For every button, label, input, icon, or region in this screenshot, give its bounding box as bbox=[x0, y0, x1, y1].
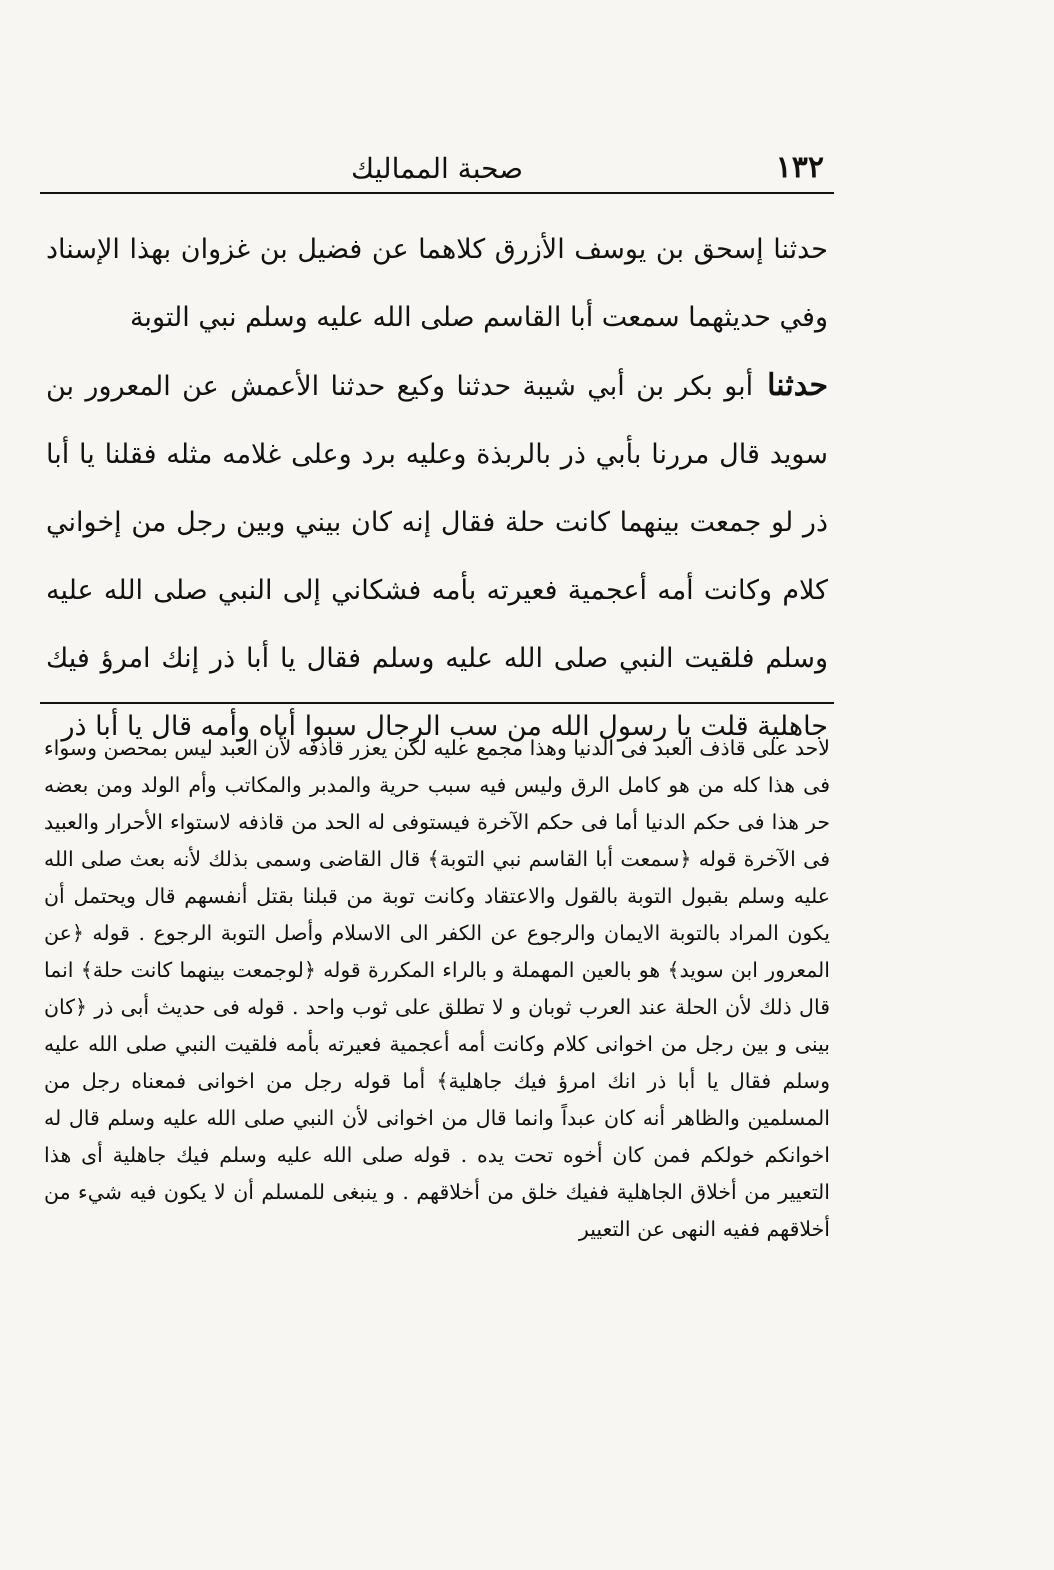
commentary-text bbox=[40, 730, 834, 1400]
book-page bbox=[40, 150, 834, 1400]
hadith-paragraph-2 bbox=[46, 352, 828, 761]
page-number: ١٣٢ bbox=[775, 150, 824, 185]
hadith-paragraph-1: حدثنا إسحق بن يوسف الأزرق كلاهما عن فضيل بن غزوان بهذا الإسناد وفي حديثهما سمعت أبا القاسم صلى الله عليه وسلم نبي التوبة bbox=[46, 234, 828, 333]
hadith-paragraph-2-text: أبو بكر بن أبي شيبة حدثنا وكيع حدثنا الأعمش عن المعرور بن سويد قال مررنا بأبي ذر بالربذة وعليه برد وعلى غلامه مثله فقلنا يا أبا ذر لو جمعت بينهما كانت حلة فقال إنه كان بيني وبين رجل من إخواني كلام وكانت أمه أعجمية فعيرته بأمه فشكاني إلى النبي صلى الله عليه وسلم فلقيت النبي صلى الله عليه وسلم فقال يا أبا ذر إنك امرؤ فيك جاهلية قلت يا رسول الله من سب الرجال سبوا أباه وأمه قال يا أبا ذر bbox=[46, 371, 828, 742]
commentary-paragraph: لاحد على قاذف العبد فى الدنيا وهذا مجمع عليه لكن يعزر قاذفه لأن العبد ليس بمحصن وسواء فى هذا كله من هو كامل الرق وليس فيه سبب حرية والمدبر والمكاتب وأم الولد ومن بعضه حر هذا فى حكم الدنيا أما فى حكم الآخرة فيستوفى له الحد من قاذفه لاستواء الأحرار والعبيد فى الآخرة قوله ﴿سمعت أبا القاسم نبي التوبة﴾ قال القاضى وسمى بذلك لأنه بعث صلى الله عليه وسلم بقبول التوبة بالقول والاعتقاد وكانت توبة من قبلنا بقتل أنفسهم قال ويحتمل أن يكون المراد بالتوبة الايمان والرجوع عن الكفر الى الاسلام وأصل التوبة الرجوع . قوله ﴿عن المعرور ابن سويد﴾ هو بالعين المهملة و بالراء المكررة قوله ﴿لوجمعت بينهما كانت حلة﴾ انما قال ذلك لأن الحلة عند العرب ثوبان و لا تطلق على ثوب واحد . قوله فى حديث أبى ذر ﴿كان بينى و بين رجل من اخوانى كلام وكانت أمه أعجمية فعيرته بأمه فلقيت النبي صلى الله عليه وسلم فقال يا أبا ذر انك امرؤ فيك جاهلية﴾ أما قوله رجل من اخوانى فمعناه رجل من المسلمين والظاهر أنه كان عبداً وانما قال من اخوانى لأن النبي صلى الله عليه وسلم قال له اخوانكم خولكم فمن كان أخوه تحت يده . قوله صلى الله عليه وسلم فيك جاهلية أى هذا التعيير من أخلاق الجاهلية ففيك خلق من أخلاقهم . و ينبغى للمسلم أن لا يكون فيه شيء من أخلاقهم ففيه النهى عن التعيير bbox=[44, 736, 830, 1241]
running-title: صحبة المماليك bbox=[350, 152, 523, 185]
hadith-text bbox=[40, 216, 834, 742]
haddathana-heading: حدثنا bbox=[767, 368, 828, 403]
header-rule bbox=[40, 192, 834, 194]
page-header bbox=[40, 150, 834, 192]
